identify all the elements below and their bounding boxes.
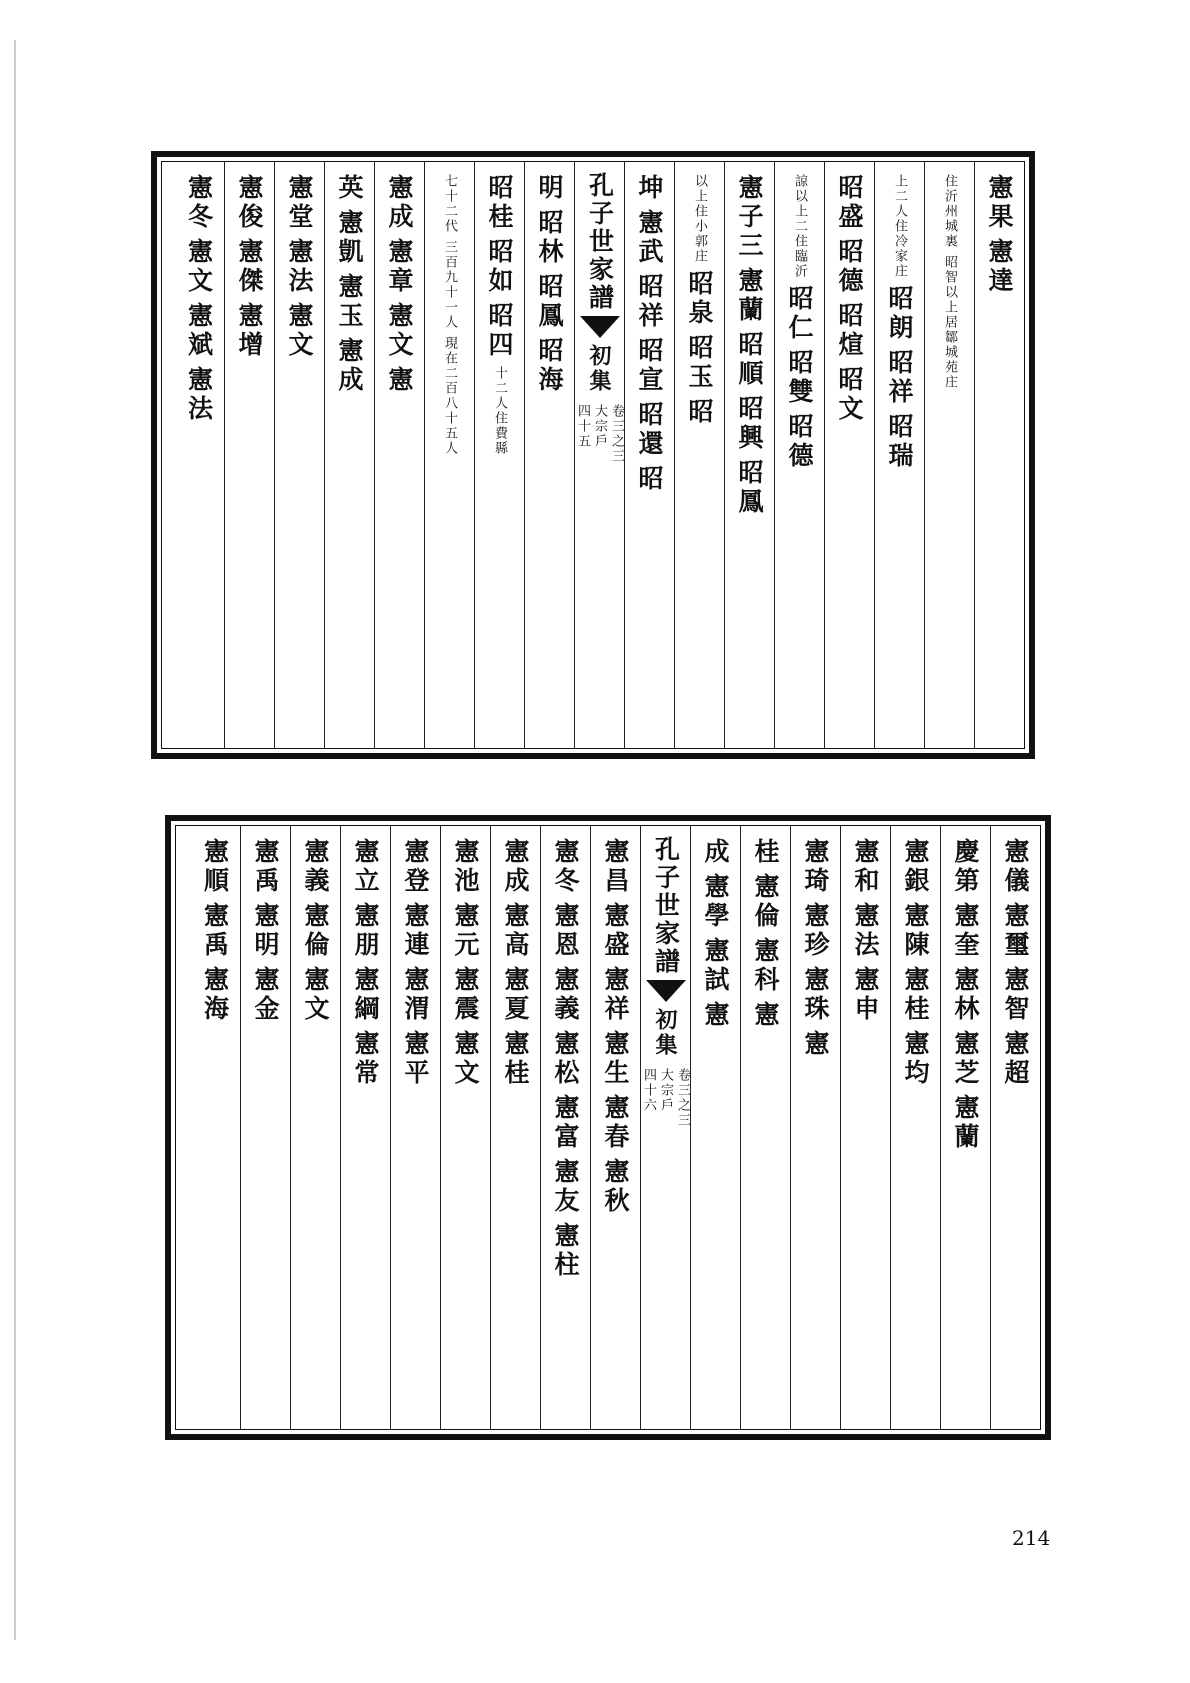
genealogy-column: [924, 162, 974, 748]
genealogy-column: [790, 826, 840, 1429]
column-text: 憲法: [851, 902, 880, 960]
genealogy-column: [524, 162, 574, 748]
genealogy-column: [390, 826, 440, 1429]
column-text: 昭祥: [885, 349, 914, 407]
column-text: 昭玉: [685, 334, 714, 392]
column-text: 憲: [385, 366, 414, 395]
column-text: 憲文: [451, 1030, 480, 1088]
column-text: 憲登: [401, 838, 430, 896]
genealogy-column: [890, 826, 940, 1429]
column-text: 憲銀: [901, 838, 930, 896]
column-text: 憲倫: [751, 873, 780, 931]
column-text: 昭德: [785, 413, 814, 471]
column-text: 慶第: [951, 838, 980, 896]
column-text: 憲秋: [601, 1158, 630, 1216]
book-title: 孔子世家譜: [585, 172, 615, 312]
column-text: 憲玉: [335, 273, 364, 331]
column-text: 憲凱: [335, 209, 364, 267]
column-text: 昭泉: [685, 270, 714, 328]
column-text: 憲桂: [501, 1030, 530, 1088]
genealogy-column: [990, 826, 1040, 1429]
column-text: 昭瑞: [885, 413, 914, 471]
column-text: 憲璽: [1001, 902, 1030, 960]
column-text: 憲: [751, 1001, 780, 1030]
column-text: 憲: [801, 1030, 830, 1059]
volume-label: 卷三之三: [675, 1068, 690, 1128]
column-text: 住沂州城裏: [942, 174, 957, 249]
column-text: 昭宣: [635, 337, 664, 395]
genealogy-column: [440, 826, 490, 1429]
column-text: 憲元: [451, 902, 480, 960]
column-text: 憲子三: [735, 174, 764, 261]
column-text: 憲連: [401, 902, 430, 960]
column-text: 憲奎: [951, 902, 980, 960]
column-text: 憲朋: [351, 902, 380, 960]
column-text: 憲池: [451, 838, 480, 896]
column-text: 昭如: [485, 238, 514, 296]
column-text: 憲禹: [251, 838, 280, 896]
folio-number: 四十五: [575, 404, 590, 449]
column-text: 昭桂: [485, 174, 514, 232]
column-text: 諒以上二住臨沂: [792, 174, 807, 279]
column-text: 以上住小郭庄: [692, 174, 707, 264]
column-text: 憲: [701, 1001, 730, 1030]
column-text: 憲蘭: [735, 267, 764, 325]
column-text: 憲申: [851, 966, 880, 1024]
bottom-page-columns: [175, 825, 1041, 1430]
column-text: 憲珍: [801, 902, 830, 960]
column-text: 憲試: [701, 937, 730, 995]
column-text: 憲傑: [235, 238, 264, 296]
column-text: 憲武: [635, 209, 664, 267]
genealogy-column: [674, 162, 724, 748]
column-text: 憲超: [1001, 1030, 1030, 1088]
folio-number: 四十六: [641, 1068, 656, 1113]
column-text: 憲義: [551, 966, 580, 1024]
column-text: 憲松: [551, 1030, 580, 1088]
column-text: 昭順: [735, 331, 764, 389]
column-text: 憲恩: [551, 902, 580, 960]
genealogy-column: [290, 826, 340, 1429]
genealogy-column: [240, 826, 290, 1429]
column-text: 昭雙: [785, 349, 814, 407]
column-text: 昭興: [735, 395, 764, 453]
volume-label: 卷三之三: [609, 404, 624, 464]
genealogy-column: [824, 162, 874, 748]
column-text: 憲陳: [901, 902, 930, 960]
column-text: 憲琦: [801, 838, 830, 896]
genealogy-column: [224, 162, 274, 748]
column-text: 憲綱: [351, 966, 380, 1024]
genealogy-column: [774, 162, 824, 748]
column-text: 憲增: [235, 302, 264, 360]
column-text: 昭鳳: [535, 273, 564, 331]
column-text: 憲章: [385, 238, 414, 296]
column-text: 憲冬: [551, 838, 580, 896]
book-subtitle: 初集: [586, 344, 612, 394]
column-text: 憲果: [985, 174, 1014, 232]
column-text: 憲成: [385, 174, 414, 232]
column-text: 現在二百八十五人: [442, 336, 457, 456]
column-text: 憲和: [851, 838, 880, 896]
genealogy-column: [940, 826, 990, 1429]
column-text: 昭智以上居鄒城苑庄: [942, 255, 957, 390]
genealogy-column: [874, 162, 924, 748]
column-text: 憲俊: [235, 174, 264, 232]
genealogy-column: [474, 162, 524, 748]
genealogy-column: [490, 826, 540, 1429]
column-text: 昭鳳: [735, 459, 764, 517]
genealogy-column: [590, 826, 640, 1429]
column-text: 憲學: [701, 873, 730, 931]
column-text: 昭還: [635, 401, 664, 459]
column-text: 坤: [635, 174, 664, 203]
column-text: 昭朗: [885, 285, 914, 343]
bottom-page-frame: [165, 815, 1051, 1440]
column-text: 昭: [685, 398, 714, 427]
genealogy-column: [624, 162, 674, 748]
column-text: 憲立: [351, 838, 380, 896]
top-page-columns: [161, 161, 1025, 749]
column-text: 憲昌: [601, 838, 630, 896]
column-text: 憲成: [501, 838, 530, 896]
column-text: 憲法: [285, 238, 314, 296]
column-text: 憲芝: [951, 1030, 980, 1088]
column-text: 憲珠: [801, 966, 830, 1024]
column-text: 憲順: [200, 838, 230, 896]
column-text: 憲桂: [901, 966, 930, 1024]
column-text: 憲海: [200, 966, 230, 1024]
fish-tail-mark-icon: [646, 980, 686, 1004]
genealogy-column: [690, 826, 740, 1429]
column-text: 明: [535, 174, 564, 203]
column-text: 憲達: [985, 238, 1014, 296]
genealogy-column: [724, 162, 774, 748]
column-text: 憲法: [184, 366, 214, 424]
top-page-frame: [151, 151, 1035, 759]
column-text: 憲冬: [184, 174, 214, 232]
column-text: 憲文: [184, 238, 214, 296]
genealogy-column: [340, 826, 390, 1429]
book-title: 孔子世家譜: [651, 836, 681, 976]
genealogy-column: [840, 826, 890, 1429]
column-text: 憲均: [901, 1030, 930, 1088]
column-text: 憲夏: [501, 966, 530, 1024]
column-text: 昭四: [485, 302, 514, 360]
center-spine: [574, 162, 624, 748]
column-text: 憲柱: [551, 1222, 580, 1280]
column-text: 憲渭: [401, 966, 430, 1024]
column-text: 憲富: [551, 1094, 580, 1152]
column-text: 憲明: [251, 902, 280, 960]
column-text: 憲斌: [184, 302, 214, 360]
column-text: 憲友: [551, 1158, 580, 1216]
column-text: 憲智: [1001, 966, 1030, 1024]
column-text: 成: [701, 838, 730, 867]
genealogy-column: [540, 826, 590, 1429]
branch-label: 大宗戶: [658, 1068, 673, 1113]
column-text: 昭海: [535, 337, 564, 395]
genealogy-column: [740, 826, 790, 1429]
genealogy-column: [424, 162, 474, 748]
genealogy-column: [374, 162, 424, 748]
column-text: 憲震: [451, 966, 480, 1024]
column-text: 英: [335, 174, 364, 203]
column-text: 憲禹: [200, 902, 230, 960]
column-text: 昭仁: [785, 285, 814, 343]
column-text: 三百九十一人: [442, 240, 457, 330]
column-text: 憲生: [601, 1030, 630, 1088]
column-text: 憲倫: [301, 902, 330, 960]
column-text: 憲科: [751, 937, 780, 995]
column-text: 昭林: [535, 209, 564, 267]
column-text: 憲盛: [601, 902, 630, 960]
genealogy-column: [274, 162, 324, 748]
column-text: 昭煊: [835, 302, 864, 360]
column-text: 憲文: [385, 302, 414, 360]
column-text: 憲林: [951, 966, 980, 1024]
fish-tail-mark-icon: [580, 316, 620, 340]
column-text: 昭: [635, 465, 664, 494]
column-text: 憲高: [501, 902, 530, 960]
column-text: 憲文: [285, 302, 314, 360]
scan-edge-line: [14, 40, 16, 1640]
column-text: 昭祥: [635, 273, 664, 331]
column-text: 憲成: [335, 337, 364, 395]
genealogy-column: [324, 162, 374, 748]
column-text: 憲金: [251, 966, 280, 1024]
column-text: 桂: [751, 838, 780, 867]
column-text: 七十二代: [442, 174, 457, 234]
genealogy-column: [174, 162, 224, 748]
column-text: 昭文: [835, 366, 864, 424]
column-text: 憲儀: [1001, 838, 1030, 896]
genealogy-column: [974, 162, 1024, 748]
genealogy-column: [190, 826, 240, 1429]
column-text: 憲堂: [285, 174, 314, 232]
column-text: 憲義: [301, 838, 330, 896]
book-subtitle: 初集: [652, 1008, 678, 1058]
page-number: 214: [1012, 1526, 1051, 1550]
column-text: 憲祥: [601, 966, 630, 1024]
column-text: 憲春: [601, 1094, 630, 1152]
column-text: 上二人住冷家庄: [892, 174, 907, 279]
column-text: 昭盛: [835, 174, 864, 232]
center-spine: [640, 826, 690, 1429]
column-text: 憲平: [401, 1030, 430, 1088]
column-text: 憲蘭: [951, 1094, 980, 1152]
column-text: 十二人住費縣: [492, 366, 507, 456]
branch-label: 大宗戶: [592, 404, 607, 449]
column-text: 憲常: [351, 1030, 380, 1088]
column-text: 憲文: [301, 966, 330, 1024]
column-text: 昭德: [835, 238, 864, 296]
